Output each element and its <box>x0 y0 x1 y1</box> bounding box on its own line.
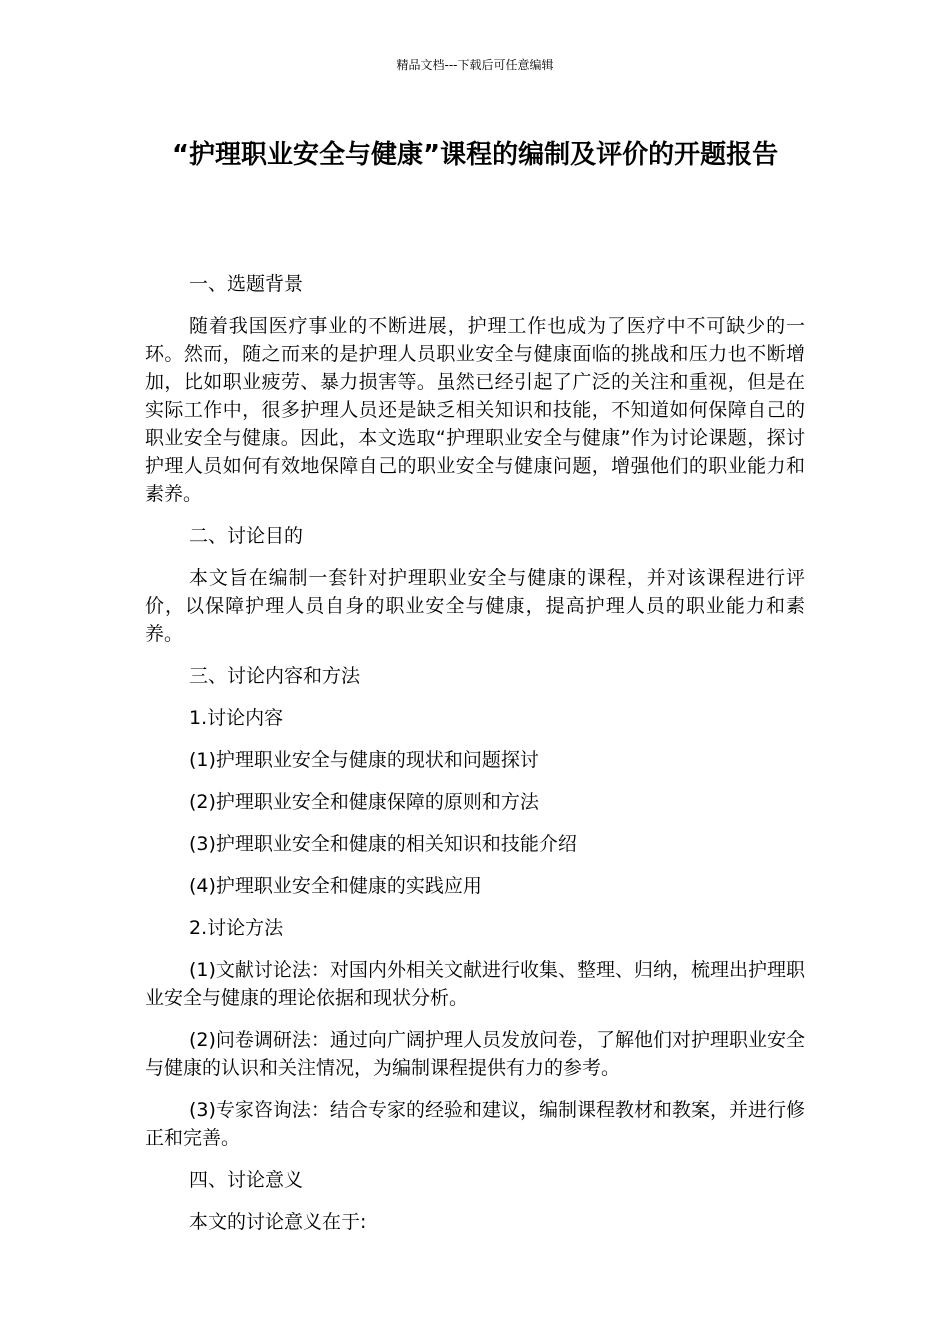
content-item-4: (4)护理职业安全和健康的实践应用 <box>189 875 482 897</box>
subheading-method: 2.讨论方法 <box>189 917 284 939</box>
section-heading-content-method: 三、讨论内容和方法 <box>189 665 361 687</box>
content-item-3: (3)护理职业安全和健康的相关知识和技能介绍 <box>189 833 577 855</box>
section-heading-significance: 四、讨论意义 <box>189 1169 304 1191</box>
section-heading-background: 一、选题背景 <box>189 273 304 295</box>
content-item-1: (1)护理职业安全与健康的现状和问题探讨 <box>189 749 539 771</box>
method-item-3: (3)专家咨询法：结合专家的经验和建议，编制课程教材和教案，并进行修正和完善。 <box>145 1099 805 1149</box>
document-body <box>145 270 805 1250</box>
subheading-content: 1.讨论内容 <box>189 707 284 729</box>
paragraph-background: 随着我国医疗事业的不断进展，护理工作也成为了医疗中不可缺少的一环。然而，随之而来的是护理人员职业安全与健康面临的挑战和压力也不断增加，比如职业疲劳、暴力损害等。虽然已经引起了广泛的关注和重视，但是在实际工作中，很多护理人员还是缺乏相关知识和技能，不知道如何保障自己的职业安全与健康。因此，本文选取“护理职业安全与健康”作为讨论课题，探讨护理人员如何有效地保障自己的职业安全与健康问题，增强他们的职业能力和素养。 <box>145 315 805 505</box>
section-heading-purpose: 二、讨论目的 <box>189 525 304 547</box>
method-item-1: (1)文献讨论法：对国内外相关文献进行收集、整理、归纳，梳理出护理职业安全与健康的理论依据和现状分析。 <box>145 959 805 1009</box>
page-header-note: 精品文档---下载后可任意编辑 <box>396 58 554 72</box>
paragraph-purpose: 本文旨在编制一套针对护理职业安全与健康的课程，并对该课程进行评价，以保障护理人员自身的职业安全与健康，提高护理人员的职业能力和素养。 <box>145 567 805 645</box>
paragraph-significance: 本文的讨论意义在于: <box>189 1211 367 1233</box>
document-title: “护理职业安全与健康”课程的编制及评价的开题报告 <box>171 140 779 170</box>
method-item-2: (2)问卷调研法：通过向广阔护理人员发放问卷，了解他们对护理职业安全与健康的认识和关注情况，为编制课程提供有力的参考。 <box>145 1029 805 1079</box>
content-item-2: (2)护理职业安全和健康保障的原则和方法 <box>189 791 539 813</box>
